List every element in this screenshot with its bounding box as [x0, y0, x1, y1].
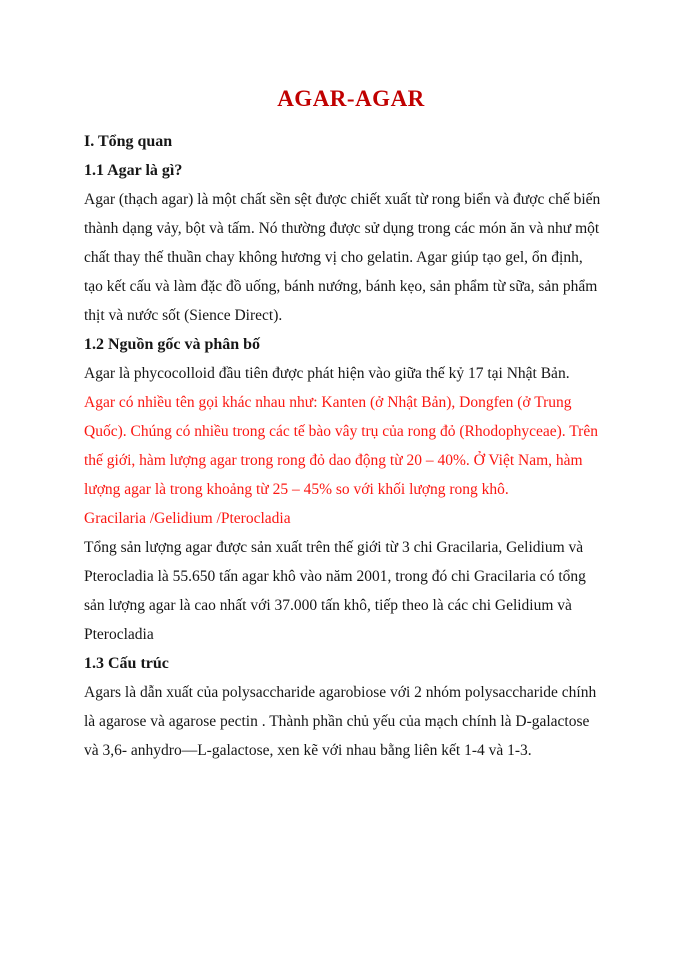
text-line: tạo kết cấu và làm đặc đồ uống, bánh nướng, bánh kẹo, sản phẩm từ sữa, sản phẩm: [84, 278, 598, 295]
document-body: [84, 127, 618, 765]
text-line: chất thay thế thuần chay không hương vị cho gelatin. Agar giúp tạo gel, ổn định,: [84, 249, 583, 266]
text-line: Agar có nhiều tên gọi khác nhau như: Kanten (ở Nhật Bản), Dongfen (ở Trung: [84, 394, 572, 411]
text-line: Tổng sản lượng agar được sản xuất trên thế giới từ 3 chi Gracilaria, Gelidium và: [84, 539, 584, 556]
text-line: lượng agar là trong khoảng từ 25 – 45% so với khối lượng rong khô.: [84, 481, 509, 498]
text-line: thành dạng vảy, bột và tấm. Nó thường được sử dụng trong các món ăn và như một: [84, 220, 600, 237]
text-line: Agar (thạch agar) là một chất sền sệt được chiết xuất từ rong biển và được chế biến: [84, 191, 601, 208]
text-line: thế giới, hàm lượng agar trong rong đỏ dao động từ 20 – 40%. Ở Việt Nam, hàm: [84, 452, 583, 469]
text-line: Gracilaria /Gelidium /Pterocladia: [84, 510, 291, 527]
section-heading: 1.3 Cấu trúc: [84, 655, 169, 672]
text-line: Agars là dẫn xuất của polysaccharide agarobiose với 2 nhóm polysaccharide chính: [84, 684, 597, 701]
text-line: và 3,6- anhydro—L-galactose, xen kẽ với nhau bằng liên kết 1-4 và 1-3.: [84, 742, 532, 759]
text-line: là agarose và agarose pectin . Thành phần chủ yếu của mạch chính là D-galactose: [84, 713, 590, 730]
text-line: Agar là phycocolloid đầu tiên được phát hiện vào giữa thế kỷ 17 tại Nhật Bản.: [84, 365, 570, 382]
text-line: sản lượng agar là cao nhất với 37.000 tấn khô, tiếp theo là các chi Gelidium và: [84, 597, 572, 614]
document-title: AGAR-AGAR: [277, 86, 425, 111]
text-line: Pterocladia: [84, 626, 154, 643]
text-line: Quốc). Chúng có nhiều trong các tế bào vây trụ của rong đỏ (Rhodophyceae). Trên: [84, 423, 598, 440]
section-heading: 1.2 Nguồn gốc và phân bố: [84, 336, 261, 353]
section-heading: I. Tổng quan: [84, 133, 173, 150]
text-line: Pterocladia là 55.650 tấn agar khô vào năm 2001, trong đó chi Gracilaria có tổng: [84, 568, 586, 585]
section-heading: 1.1 Agar là gì?: [84, 162, 183, 179]
text-line: thịt và nước sốt (Sience Direct).: [84, 307, 283, 324]
